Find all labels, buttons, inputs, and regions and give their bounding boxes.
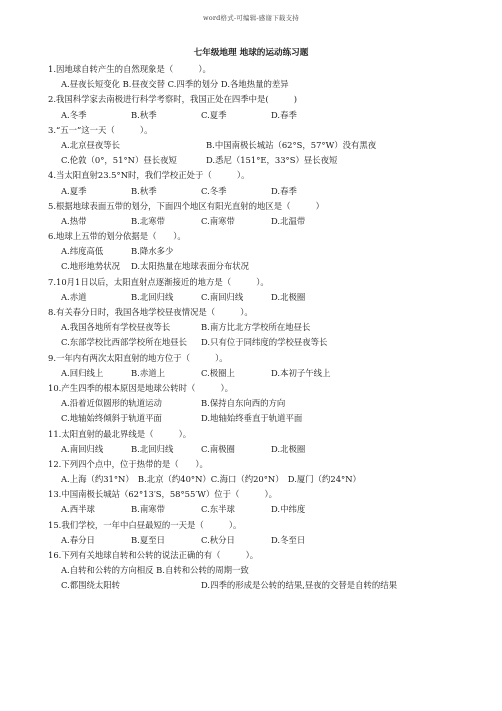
- answer-option: C.极圈上: [201, 367, 235, 378]
- answer-option: A.冬季: [61, 109, 87, 120]
- answer-option: D.春季: [271, 185, 297, 196]
- answer-option: A.南回归线: [61, 443, 104, 454]
- answer-options: [48, 244, 468, 259]
- answer-options: [48, 411, 468, 426]
- answer-options: [48, 108, 468, 123]
- answer-option: D.悉尼（151°E，33°S）昼长夜短: [206, 155, 338, 166]
- question-stem: 1.因地球自转产生的自然现象是（ ）。: [48, 64, 211, 74]
- answer-option: C.地轴始终倾斜于轨道平面: [61, 413, 162, 424]
- answer-options: [48, 214, 468, 229]
- question-stem: 6.地球上五带的划分依据是（ ）。: [48, 231, 186, 242]
- question-stem: 5.根据地球表面五带的划分，下面四个地区有阳光直射的地区是（ ）: [48, 200, 324, 211]
- answer-option: D.只有位于同纬度的学校昼夜等长: [201, 337, 328, 348]
- answer-option: A.沿着近似圆形的轨道运动: [61, 398, 162, 409]
- answer-option: C.冬季: [201, 185, 227, 196]
- question-stem: 11.太阳直射的最北界线是（ ）。: [48, 428, 192, 439]
- answer-option: B.降水多少: [131, 246, 174, 257]
- question-stem: 10.产生四季的根本原因是地球公转时（ ）。: [48, 382, 233, 393]
- answer-option: B.保持自东向西的方向: [201, 398, 286, 409]
- question-stem: 7.10月1日以后，太阳直射点逐渐接近的地方是（ ）。: [48, 276, 269, 287]
- answer-option: B.秋季: [131, 185, 157, 196]
- answer-options: [48, 366, 468, 381]
- answer-options: [48, 502, 468, 517]
- answer-options: [48, 184, 468, 199]
- answer-options: [48, 563, 468, 578]
- answer-options: [48, 533, 468, 548]
- answer-option: C.都围绕太阳转: [61, 580, 121, 591]
- answer-option: C.南回归线: [201, 291, 244, 302]
- question-stem: 9.一年内有两次太阳直射的地方位于（ ）。: [48, 352, 228, 363]
- answer-options: [48, 320, 468, 335]
- answer-option: A.热带: [61, 215, 87, 226]
- answer-option: D.冬至日: [271, 534, 306, 545]
- document-title: 七年级地理 地球的运动练习题: [193, 48, 309, 58]
- answer-option: C.东半球: [201, 504, 235, 515]
- answer-option: B.南方比北方学校所在地昼长: [201, 322, 311, 333]
- answer-options: [48, 259, 468, 274]
- answer-options: [48, 153, 468, 168]
- answer-option: B.赤道上: [131, 367, 165, 378]
- question-stem: 12.下列四个点中，位于热带的是（ ）。: [48, 458, 208, 469]
- answer-option: B.北寒带: [131, 215, 165, 226]
- question-stem: 4.当太阳直射23.5°N时，我们学校正处于（ ）。: [48, 170, 250, 181]
- answer-options: [48, 442, 468, 457]
- answer-option: C.夏季: [201, 109, 227, 120]
- answer-option: C.伦敦（0°，51°N）昼长夜短: [61, 155, 177, 166]
- answer-option: D.春季: [271, 109, 297, 120]
- answer-option: D.太阳热量在地球表面分布状况: [131, 261, 249, 272]
- answer-option: B.夏至日: [131, 534, 165, 545]
- answer-option: B.秋季: [131, 109, 157, 120]
- answer-option: B.中国南极长城站（62°S，57°W）没有黑夜: [206, 139, 377, 150]
- answer-option: D.北极圈: [271, 291, 306, 302]
- answer-option: A.夏季: [61, 185, 87, 196]
- answer-option: B.北回归线: [131, 291, 174, 302]
- answer-option: D.地轴始终垂直于轨道平面: [201, 413, 303, 424]
- answer-option: D.北温带: [271, 215, 306, 226]
- answer-options: [48, 290, 468, 305]
- question-stem: 13.中国南极长城站（62°13′S，58°55′W）位于（ ）。: [48, 489, 278, 500]
- answer-option: A.我国各地所有学校昼夜等长: [61, 322, 171, 333]
- answer-options: [48, 578, 468, 593]
- answer-option: A.纬度高低: [61, 246, 104, 257]
- question-list: [48, 62, 468, 594]
- answer-option: A.回归线上: [61, 367, 104, 378]
- answer-option: D.北极圈: [271, 443, 306, 454]
- answer-option: A.春分日: [61, 534, 95, 545]
- answer-option: D.本初子午线上: [271, 367, 331, 378]
- answer-options: [48, 138, 468, 153]
- answer-option: A.西半球: [61, 504, 95, 515]
- answer-option: C.秋分日: [201, 534, 235, 545]
- answer-option: C.南极圈: [201, 443, 235, 454]
- answer-option: D.四季的形成是公转的结果,昼夜的交替是自转的结果: [201, 580, 397, 591]
- answer-option: A.北京昼夜等长: [61, 139, 120, 150]
- answer-option: C.地形地势状况: [61, 261, 121, 272]
- answer-option: A.赤道: [61, 291, 87, 302]
- answer-option: A.昼夜长短变化 B.昼夜交替 C.四季的划分 D.各地热量的差异: [61, 79, 289, 90]
- question-stem: 2.我国科学家去南极进行科学考察时，我国正处在四季中是( ): [48, 94, 298, 105]
- question-stem: 15.我们学校，一年中白昼最短的一天是（ ）。: [48, 519, 242, 530]
- answer-options: [48, 396, 468, 411]
- answer-option: C.东部学校比西部学校所在地昼长: [61, 337, 188, 348]
- answer-option: A.上海（约31°N） B.北京（约40°N）C.海口（约20°N） D.厦门（约24°N）: [61, 474, 361, 485]
- answer-option: B.南寒带: [131, 504, 165, 515]
- question-stem: 16.下列有关地球自转和公转的说法正确的有（ ）。: [48, 550, 259, 560]
- question-stem: 3.“五一”这一天（ ）。: [48, 124, 153, 135]
- question-stem: 8.有关春分日时，我国各地学校昼夜情况是（ ）。: [48, 307, 253, 317]
- answer-option: B.北回归线: [131, 443, 174, 454]
- answer-option: C.南寒带: [201, 215, 235, 226]
- page-header: word格式-可编辑-感谢下载支持: [202, 14, 300, 22]
- answer-options: [48, 335, 468, 350]
- answer-option: A.自转和公转的方向相反 B.自转和公转的周期一致: [61, 565, 249, 576]
- answer-options: [48, 77, 468, 92]
- answer-option: D.中纬度: [271, 504, 306, 515]
- answer-options: [48, 472, 468, 487]
